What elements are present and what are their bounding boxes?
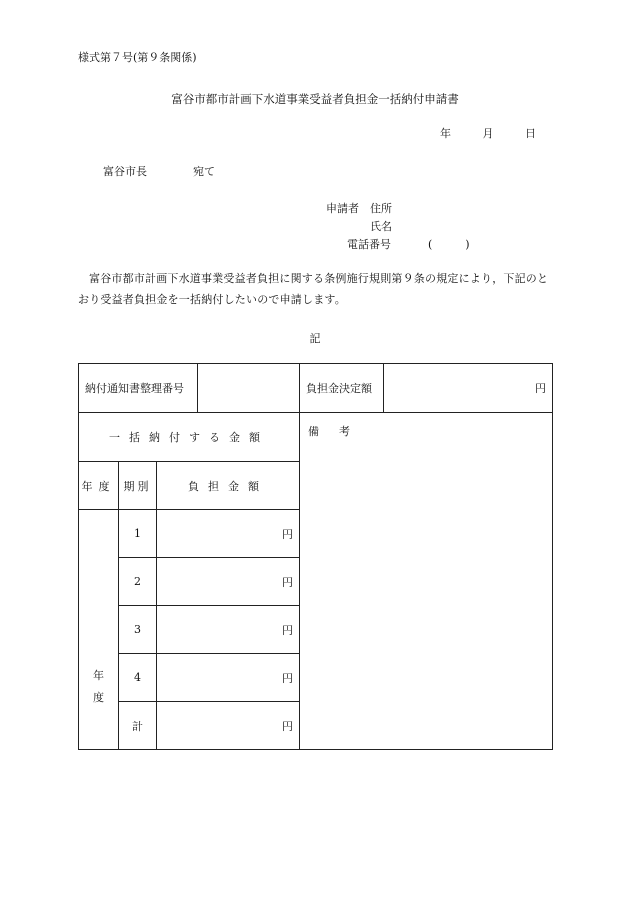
addressee bbox=[103, 163, 215, 179]
date-line bbox=[440, 125, 536, 141]
date-year: 年 bbox=[440, 127, 451, 140]
notice-number-label: 納付通知書整理番号 bbox=[79, 364, 198, 413]
col-header-year: 年度 bbox=[79, 462, 119, 510]
amount-cell[interactable] bbox=[157, 606, 300, 654]
applicant-address-label: 住所 bbox=[370, 202, 392, 215]
amount-unit: 円 bbox=[282, 575, 294, 589]
period-cell: 1 bbox=[119, 510, 157, 558]
notice-number-value[interactable] bbox=[198, 364, 300, 413]
application-table bbox=[78, 363, 553, 750]
applicant-name-label: 氏名 bbox=[370, 220, 392, 233]
year-vertical-1: 年 bbox=[93, 669, 104, 682]
decided-amount-value[interactable] bbox=[384, 364, 553, 413]
amount-unit: 円 bbox=[282, 719, 294, 733]
remarks-cell[interactable] bbox=[300, 413, 553, 750]
addressee-suffix: 宛て bbox=[193, 165, 215, 178]
amount-cell[interactable] bbox=[157, 558, 300, 606]
amount-cell[interactable] bbox=[157, 510, 300, 558]
period-cell: 3 bbox=[119, 606, 157, 654]
ki-heading: 記 bbox=[309, 332, 321, 345]
date-month: 月 bbox=[482, 127, 494, 140]
col-header-period: 期別 bbox=[119, 462, 157, 510]
date-day: 日 bbox=[525, 127, 536, 140]
col-header-amount: 負担金額 bbox=[157, 462, 300, 510]
document-title: 富谷市都市計画下水道事業受益者負担金一括納付申請書 bbox=[171, 92, 459, 106]
applicant-phone-label: 電話番号 bbox=[347, 238, 391, 251]
form-code: 様式第７号(第９条関係) bbox=[78, 51, 197, 64]
applicant-phone-parentheses: ( ) bbox=[428, 238, 470, 251]
amount-cell[interactable] bbox=[157, 654, 300, 702]
remarks-label-2: 考 bbox=[339, 425, 351, 438]
body-text: 富谷市都市計画下水道事業受益者負担に関する条例施行規則第９条の規定により，下記のとおり受益者負担金を一括納付したいので申請します。 bbox=[78, 272, 549, 306]
decided-amount-unit: 円 bbox=[535, 382, 547, 395]
period-total-cell: 計 bbox=[119, 702, 157, 750]
period-cell: 4 bbox=[119, 654, 157, 702]
remarks-label-1: 備 bbox=[308, 425, 320, 438]
year-cell[interactable] bbox=[79, 510, 119, 750]
amount-unit: 円 bbox=[282, 527, 294, 541]
amount-total-cell[interactable] bbox=[157, 702, 300, 750]
year-vertical-2: 度 bbox=[93, 691, 104, 704]
amount-unit: 円 bbox=[282, 623, 294, 637]
decided-amount-label: 負担金決定額 bbox=[300, 364, 384, 413]
addressee-name: 富谷市長 bbox=[103, 165, 147, 178]
amount-unit: 円 bbox=[282, 671, 294, 685]
period-cell: 2 bbox=[119, 558, 157, 606]
lump-sum-label: 一括納付する金額 bbox=[79, 413, 300, 462]
applicant-label: 申請者 bbox=[326, 202, 359, 215]
